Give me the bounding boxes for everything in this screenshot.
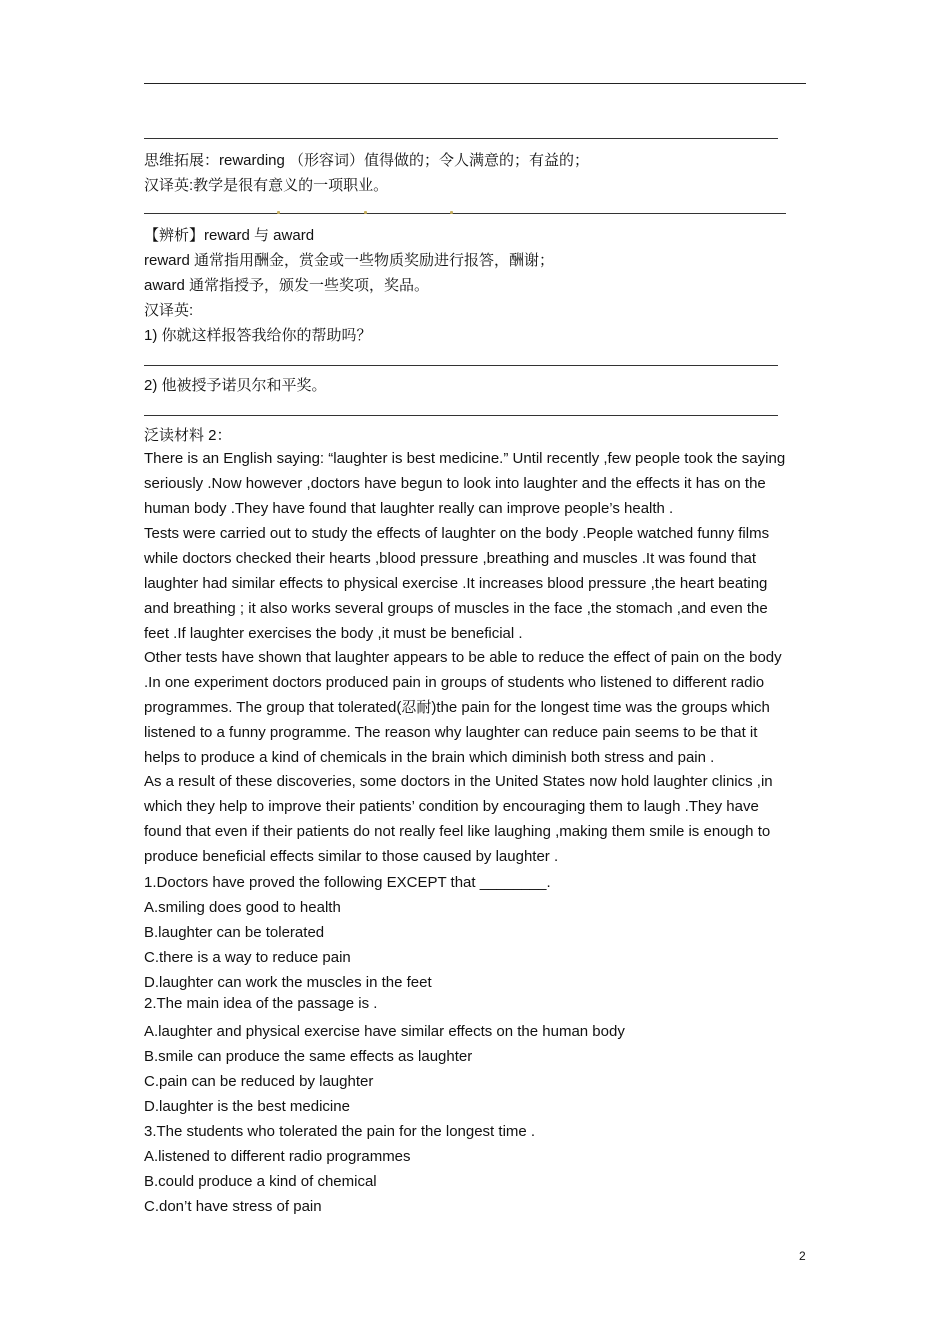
extension-label: 思维拓展：rewarding （形容词）值得做的；令人满意的；有益的； bbox=[144, 152, 590, 169]
reading-title: 泛读材料 2： bbox=[144, 427, 232, 444]
question-2-option-d: D.laughter is the best medicine bbox=[144, 1098, 350, 1115]
marker-dot bbox=[364, 211, 367, 214]
top-rule bbox=[144, 83, 806, 84]
text-line: and breathing ; it also works several groups of muscles in the face ,the stomach ,and even the bbox=[144, 599, 768, 617]
text-line: laughter had similar effects to physical exercise .It increases blood pressure ,the heart beating bbox=[144, 574, 768, 592]
answer-line bbox=[144, 365, 778, 366]
text-line: Other tests have shown that laughter appears to be able to reduce the effect of pain on the body bbox=[144, 649, 782, 666]
text-line: programmes. The group that tolerated(忍耐)the pain for the longest time was the groups which bbox=[144, 698, 770, 716]
reading-paragraph-1 bbox=[144, 447, 806, 522]
text-line: listened to a funny programme. The reason why laughter can reduce pain seems to be that it bbox=[144, 723, 758, 741]
text-line: seriously .Now however ,doctors have begun to look into laughter and the effects it has on the bbox=[144, 474, 766, 492]
text-line: human body .They have found that laughter really can improve people’s health . bbox=[144, 499, 674, 517]
question-3-option-b: B.could produce a kind of chemical bbox=[144, 1173, 377, 1190]
question-1: 1.Doctors have proved the following EXCEPT that ________. bbox=[144, 874, 551, 891]
question-2-option-b: B.smile can produce the same effects as laughter bbox=[144, 1048, 473, 1065]
question-1-option-d: D.laughter can work the muscles in the feet bbox=[144, 974, 432, 991]
question-3-option-c: C.don’t have stress of pain bbox=[144, 1198, 322, 1215]
reading-paragraph-4 bbox=[144, 770, 806, 870]
answer-line bbox=[144, 138, 778, 139]
text-line: As a result of these discoveries, some doctors in the United States now hold laughter clinics ,in bbox=[144, 773, 773, 790]
question-3-option-a: A.listened to different radio programmes bbox=[144, 1148, 411, 1165]
question-1-option-c: C.there is a way to reduce pain bbox=[144, 949, 351, 966]
text-line: which they help to improve their patients’ condition by encouraging them to laugh .They have bbox=[144, 797, 759, 815]
reading-paragraph-2 bbox=[144, 522, 806, 647]
question-2-option-a: A.laughter and physical exercise have similar effects on the human body bbox=[144, 1023, 625, 1040]
question-1-option-b: B.laughter can be tolerated bbox=[144, 924, 325, 941]
translate-item-2: 2) 他被授予诺贝尔和平奖。 bbox=[144, 377, 327, 394]
text-line: feet .If laughter exercises the body ,it must be beneficial . bbox=[144, 624, 523, 642]
marker-dot bbox=[277, 211, 280, 214]
page-number: 2 bbox=[799, 1249, 806, 1263]
translate-item-1: 1) 你就这样报答我给你的帮助吗？ bbox=[144, 327, 372, 344]
text-line: There is an English saying: “laughter is best medicine.” Until recently ,few people took the saying bbox=[144, 450, 786, 467]
reading-paragraph-3 bbox=[144, 646, 806, 771]
question-2: 2.The main idea of the passage is . bbox=[144, 995, 378, 1012]
text-line: Tests were carried out to study the effects of laughter on the body .People watched funny films bbox=[144, 525, 770, 542]
question-1-option-a: A.smiling does good to health bbox=[144, 899, 341, 916]
reward-definition: reward 通常指用酬金，赏金或一些物质奖励进行报答，酬谢； bbox=[144, 252, 555, 269]
answer-line bbox=[144, 213, 786, 214]
question-3: 3.The students who tolerated the pain for the longest time . bbox=[144, 1123, 536, 1140]
text-line: .In one experiment doctors produced pain in groups of students who listened to different radio bbox=[144, 673, 765, 691]
marker-dot bbox=[450, 211, 453, 214]
question-2-option-c: C.pain can be reduced by laughter bbox=[144, 1073, 374, 1090]
analysis-heading: 【辨析】reward 与 award bbox=[144, 227, 315, 244]
answer-line bbox=[144, 415, 778, 416]
translate-label: 汉译英: bbox=[144, 302, 194, 319]
text-line: while doctors checked their hearts ,blood pressure ,breathing and muscles .It was found that bbox=[144, 549, 757, 567]
text-line: helps to produce a kind of chemicals in the brain which diminish both stress and pain . bbox=[144, 748, 715, 766]
text-line: found that even if their patients do not really feel like laughing ,making them smile is enough to bbox=[144, 822, 771, 840]
award-definition: award 通常指授予，颁发一些奖项，奖品。 bbox=[144, 277, 430, 294]
extension-translate: 汉译英:教学是很有意义的一项职业。 bbox=[144, 177, 389, 194]
text-line: produce beneficial effects similar to those caused by laughter . bbox=[144, 847, 559, 865]
